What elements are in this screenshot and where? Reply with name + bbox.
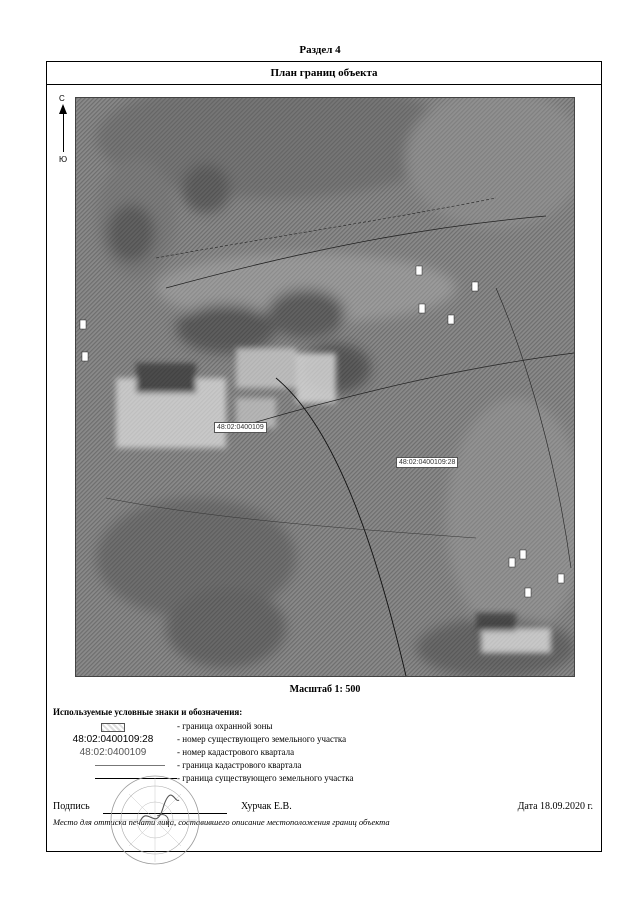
legend-item-protection-zone: [53, 720, 593, 733]
legend-symbol: [53, 759, 173, 772]
frame-header-title: План границ объекта: [47, 62, 601, 85]
legend-title: Используемые условные знаки и обозначения:: [53, 707, 243, 717]
legend-item-parcel-number: [53, 733, 593, 746]
map-scale: Масштаб 1: 500: [289, 684, 361, 695]
map-image: [76, 98, 574, 676]
hatched-rectangle-icon: [101, 723, 125, 732]
legend-item-quarter-boundary: [53, 759, 593, 772]
seal-stamp-icon: [109, 774, 201, 866]
document-frame: [46, 61, 602, 852]
legend-symbol: 48:02:0400109:28: [72, 734, 154, 745]
north-arrow-shaft: [63, 106, 64, 152]
legend-symbol: [53, 720, 173, 733]
legend-description: - граница охранной зоны: [177, 721, 273, 731]
legend-description: - номер кадастрового квартала: [177, 747, 295, 757]
north-label: С: [59, 94, 65, 103]
legend-description: - граница существующего земельного участка: [177, 773, 354, 783]
stamp-note: Место для оттиска печати лица, составившего описание местоположения границ объекта: [53, 817, 390, 827]
legend-description: - граница кадастрового квартала: [177, 760, 302, 770]
south-label: Ю: [59, 155, 68, 164]
legend-description: - номер существующего земельного участка: [177, 734, 347, 744]
aerial-map: [75, 97, 575, 677]
north-arrow: [56, 94, 72, 186]
section-title: Раздел 4: [299, 44, 341, 56]
signer-name: Хурчак Е.В.: [241, 801, 292, 812]
map-label-parcel: 48:02:0400109:28: [396, 457, 458, 468]
signature-date: Дата 18.09.2020 г.: [517, 801, 593, 812]
map-label-quarter: 48:02:0400109: [214, 422, 267, 433]
legend-item-quarter-number: [53, 746, 593, 759]
thin-line-icon: [95, 765, 165, 766]
signature-label: Подпись: [53, 801, 90, 812]
legend-symbol: 48:02:0400109: [79, 747, 147, 758]
